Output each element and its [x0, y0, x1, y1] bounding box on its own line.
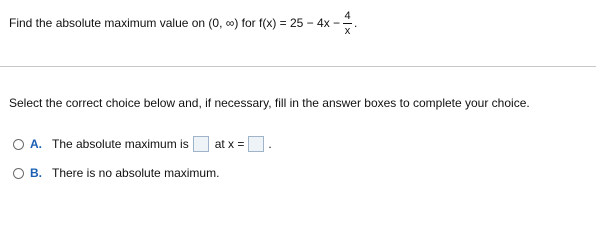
fraction	[343, 10, 352, 37]
choice-b-radio[interactable]	[13, 168, 24, 179]
choice-a-text-after: .	[268, 137, 272, 151]
instruction-text: Select the correct choice below and, if necessary, fill in the answer boxes to complete your choice.	[9, 96, 530, 110]
choice-a-text-before: The absolute maximum is	[52, 137, 189, 151]
choice-b[interactable]	[13, 166, 219, 180]
choice-b-letter: B.	[30, 166, 42, 180]
choice-b-text: There is no absolute maximum.	[52, 166, 220, 180]
section-divider	[0, 66, 596, 67]
question-end-punct: .	[354, 16, 358, 30]
fraction-numerator: 4	[344, 9, 351, 22]
fraction-bar	[343, 23, 352, 24]
choice-a-text-middle: at x =	[214, 137, 245, 151]
question-prompt	[9, 8, 357, 38]
choice-a-radio[interactable]	[13, 139, 24, 150]
absolute-maximum-answer-box[interactable]	[193, 136, 209, 152]
x-value-answer-box[interactable]	[248, 136, 264, 152]
choice-a[interactable]	[13, 136, 272, 152]
choice-a-letter: A.	[30, 137, 42, 151]
fraction-denominator: x	[344, 24, 351, 37]
question-text: Find the absolute maximum value on (0, ∞) for f(x) = 25 − 4x −	[9, 16, 341, 30]
